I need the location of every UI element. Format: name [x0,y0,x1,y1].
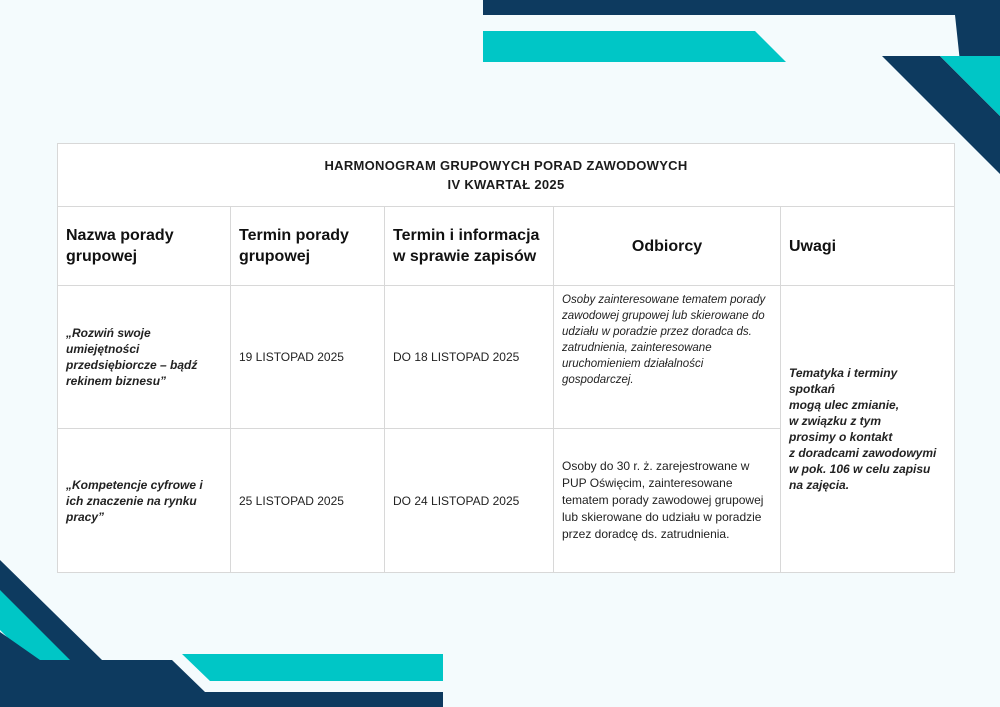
bottom-navy-band [0,632,443,707]
header-notes: Uwagi [781,207,955,286]
row-1-date: 19 LISTOPAD 2025 [231,286,385,429]
header-date: Termin porady grupowej [231,207,385,286]
title-line-2: IV KWARTAŁ 2025 [447,177,565,192]
header-audience: Odbiorcy [554,207,781,286]
row-1-registration: DO 18 LISTOPAD 2025 [385,286,554,429]
row-1-audience: Osoby zainteresowane tematem porady zawodowej grupowej lub skierowane do udziału w poradzie przez doradca ds. zatrudnienia, zainteresowane uruchomieniem działalności gospodarczej. [554,286,781,429]
notes-line-5: z doradcami zawodowymi [789,446,937,460]
header-registration: Termin i informacja w sprawie zapisów [385,207,554,286]
top-teal-band [483,31,786,62]
table-row [58,286,955,429]
title-line-1: HARMONOGRAM GRUPOWYCH PORAD ZAWODOWYCH [324,158,688,173]
schedule-table [57,143,955,573]
notes-line-7: na zajęcia. [789,478,850,492]
bottom-teal-band [182,654,443,681]
notes-line-1: Tematyka i terminy spotkań [789,366,898,396]
table-title [58,144,955,207]
top-navy-band [483,0,1000,62]
row-2-registration: DO 24 LISTOPAD 2025 [385,429,554,573]
notes-line-4: prosimy o kontakt [789,430,893,444]
row-2-date: 25 LISTOPAD 2025 [231,429,385,573]
notes-line-3: w związku z tym [789,414,882,428]
notes-cell [781,286,955,573]
right-teal-stripe [940,56,1000,116]
notes-line-6: w pok. 106 w celu zapisu [789,462,931,476]
row-2-name: „Kompetencje cyfrowe i ich znaczenie na rynku pracy” [58,429,231,573]
left-teal-stripe [0,590,70,660]
title-row [58,144,955,207]
notes-line-2: mogą ulec zmianie, [789,398,900,412]
left-navy-stripe [0,560,102,660]
row-2-audience: Osoby do 30 r. ż. zarejestrowane w PUP Oświęcim, zainteresowane tematem porady zawodowej grupowej lub skierowane do udziału w poradzie przez doradcę ds. zatrudnienia. [554,429,781,573]
row-1-name: „Rozwiń swoje umiejętności przedsiębiorcze – bądź rekinem biznesu” [58,286,231,429]
header-name: Nazwa porady grupowej [58,207,231,286]
header-row [58,207,955,286]
